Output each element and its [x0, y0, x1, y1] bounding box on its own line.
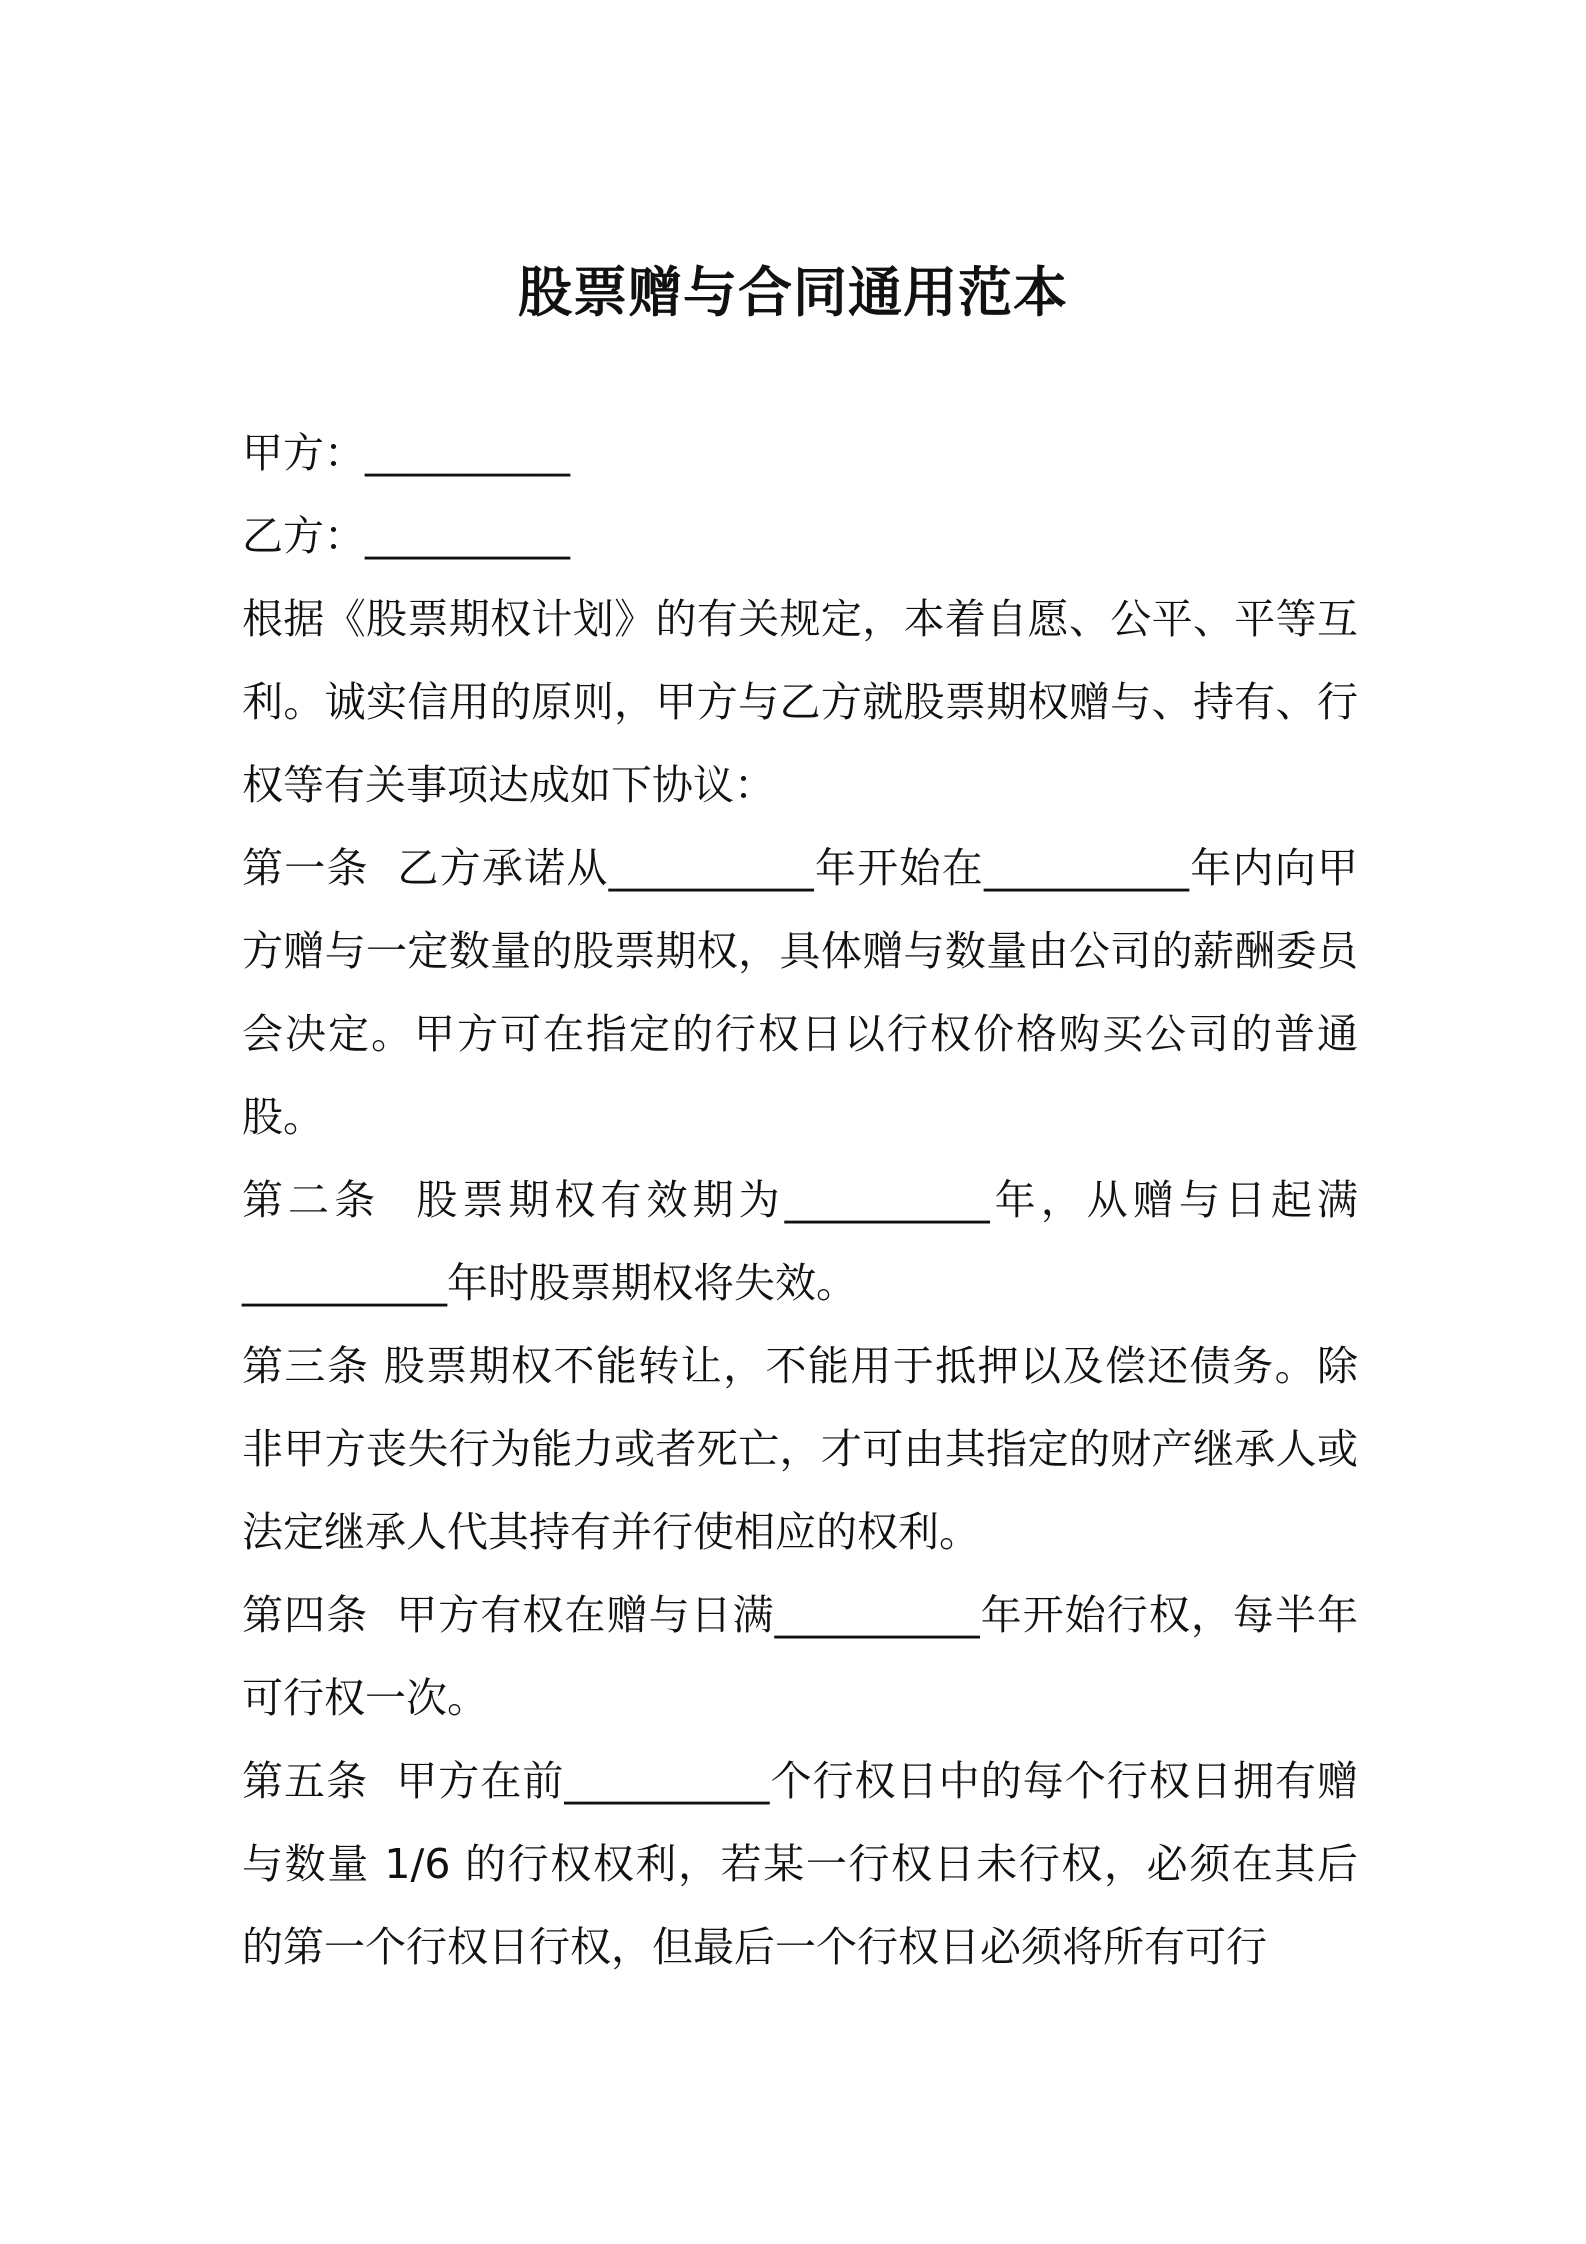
- article-2-paragraph: 第二条 股票期权有效期为__________年，从赠与日起满__________年时股票期权将失效。: [242, 1176, 1358, 1307]
- article-4-paragraph: 第四条 甲方有权在赠与日满__________年开始行权，每半年可行权一次。: [242, 1591, 1358, 1722]
- article-3-paragraph: 第三条 股票期权不能转让，不能用于抵押以及偿还债务。除非甲方丧失行为能力或者死亡，才可由其指定的财产继承人或法定继承人代其持有并行使相应的权利。: [242, 1342, 1358, 1556]
- article-5-paragraph: 第五条 甲方在前__________个行权日中的每个行权日拥有赠与数量 1/6 的行权权利，若某一行权日未行权，必须在其后的第一个行权日行权，但最后一个行权日必须将所有可行: [242, 1757, 1358, 1971]
- article-1-paragraph: 第一条 乙方承诺从__________年开始在__________年内向甲方赠与一定数量的股票期权，具体赠与数量由公司的薪酬委员会决定。甲方可在指定的行权日以行权价格购买公司的普通股。: [242, 844, 1358, 1141]
- party-b-line: 乙方：__________: [242, 512, 570, 560]
- document-body: [242, 412, 1358, 1989]
- preamble-paragraph: 根据《股票期权计划》的有关规定，本着自愿、公平、平等互利。诚实信用的原则，甲方与乙方就股票期权赠与、持有、行权等有关事项达成如下协议：: [242, 595, 1358, 809]
- party-a-line: 甲方：__________: [242, 429, 570, 477]
- document-title: 股票赠与合同通用范本: [518, 261, 1068, 324]
